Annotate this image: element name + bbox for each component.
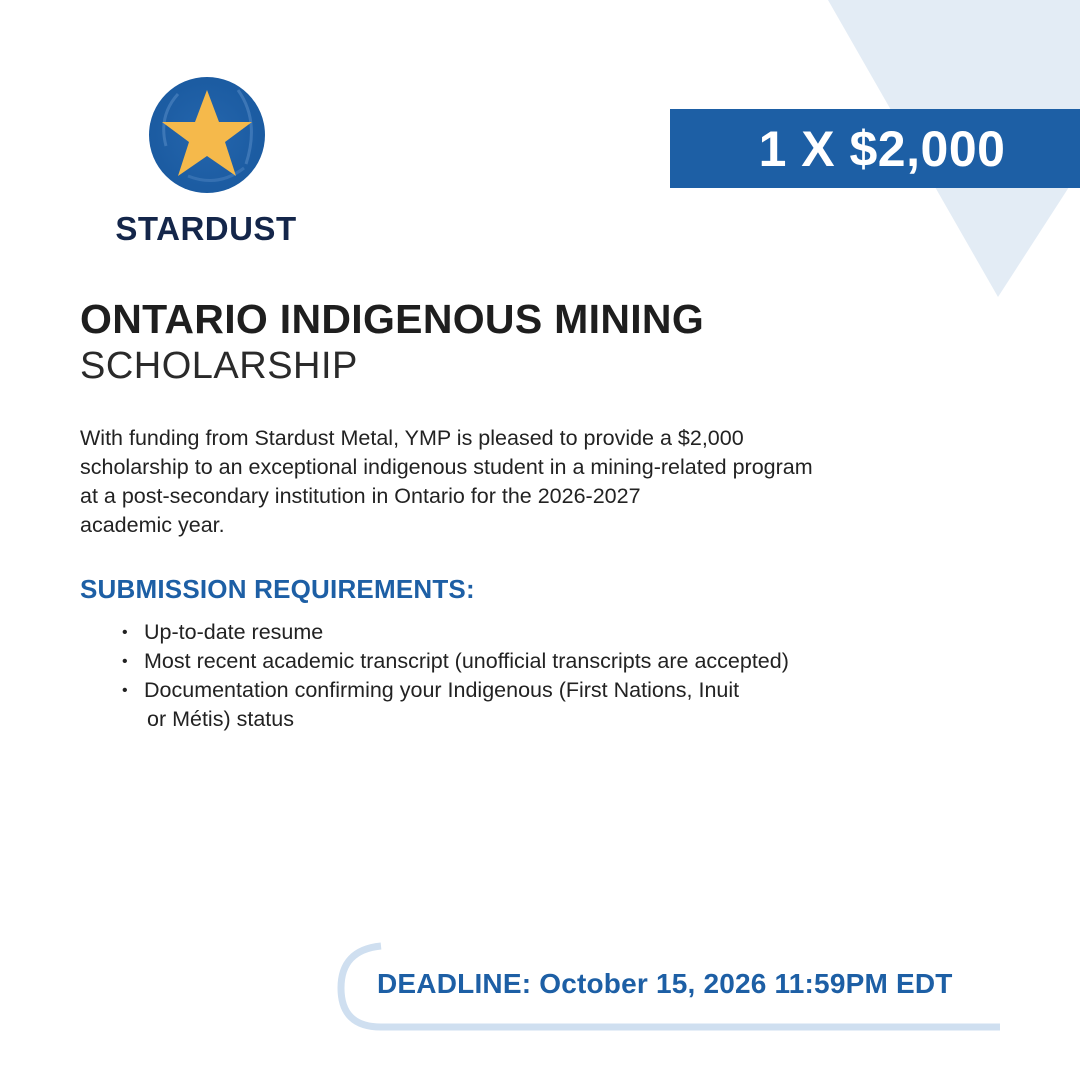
requirement-text: Documentation confirming your Indigenous (First Nations, Inuit	[144, 678, 740, 702]
requirement-text: Most recent academic transcript (unofficial transcripts are accepted)	[144, 649, 789, 673]
requirement-text-continued: or Métis) status	[147, 707, 294, 731]
requirement-text: Up-to-date resume	[144, 620, 324, 644]
list-item	[122, 618, 789, 647]
list-item	[122, 676, 789, 734]
star-globe-icon	[148, 76, 266, 194]
intro-line: at a post-secondary institution in Ontario for the 2026-2027	[80, 484, 641, 508]
bullet-icon: •	[122, 624, 128, 641]
page-title	[80, 296, 704, 388]
prize-amount: 1 X $2,000	[758, 120, 1006, 177]
bullet-icon: •	[122, 682, 128, 699]
title-main: ONTARIO INDIGENOUS MINING	[80, 296, 705, 342]
intro-paragraph	[80, 424, 1010, 540]
list-item	[122, 647, 789, 676]
intro-line: academic year.	[80, 513, 225, 537]
intro-line: With funding from Stardust Metal, YMP is pleased to provide a $2,000	[80, 426, 744, 450]
requirements-heading: SUBMISSION REQUIREMENTS:	[80, 574, 475, 604]
title-sub: SCHOLARSHIP	[80, 345, 358, 387]
prize-banner	[670, 109, 1080, 188]
requirements-list	[122, 618, 789, 734]
intro-line: scholarship to an exceptional indigenous student in a mining-related program	[80, 455, 813, 479]
bullet-icon: •	[122, 653, 128, 670]
brand-wordmark: STARDUST	[115, 210, 297, 247]
deadline-text: DEADLINE: October 15, 2026 11:59PM EDT	[377, 968, 953, 999]
